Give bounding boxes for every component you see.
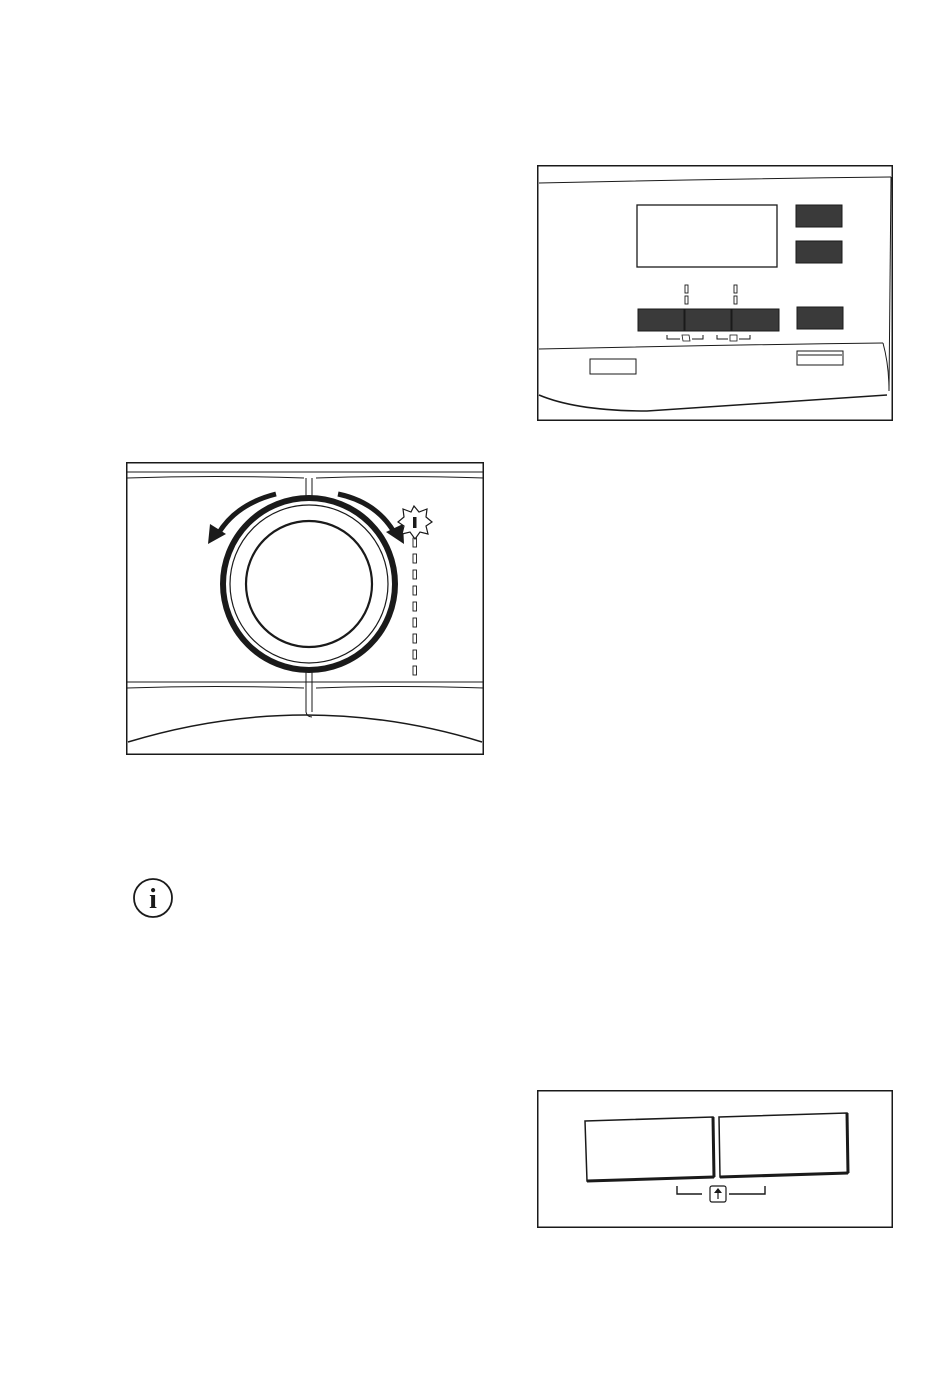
active-indicator-starburst-icon bbox=[398, 506, 432, 539]
panel-button-row-3[interactable] bbox=[732, 309, 779, 331]
right-button[interactable] bbox=[719, 1113, 848, 1177]
display-screen bbox=[637, 205, 777, 267]
program-indicator-lights bbox=[413, 538, 417, 675]
indicator-light-a-bottom bbox=[685, 296, 688, 304]
indicator-light bbox=[413, 618, 417, 627]
indicator-light-b-top bbox=[734, 285, 737, 293]
door-lock-buttons-figure bbox=[537, 1090, 893, 1228]
panel-button-bottom-right[interactable] bbox=[797, 307, 843, 329]
control-panel-drawing bbox=[537, 165, 893, 421]
panel-button-row-2[interactable] bbox=[685, 309, 731, 331]
panel-button-row-1[interactable] bbox=[638, 309, 684, 331]
panel-button-top-right[interactable] bbox=[796, 205, 842, 227]
left-button[interactable] bbox=[585, 1117, 714, 1181]
control-panel-figure bbox=[537, 165, 893, 421]
indicator-light bbox=[413, 554, 417, 563]
indicator-light bbox=[413, 650, 417, 659]
indicator-light bbox=[413, 570, 417, 579]
program-dial bbox=[223, 498, 395, 670]
info-icon bbox=[130, 875, 176, 921]
program-dial-figure bbox=[126, 462, 484, 755]
indicator-light bbox=[413, 666, 417, 675]
indicator-light bbox=[413, 634, 417, 643]
program-dial-drawing bbox=[126, 462, 484, 755]
info-glyph: i bbox=[149, 884, 157, 915]
panel-button-middle-right[interactable] bbox=[796, 241, 842, 263]
drawer-handle bbox=[590, 359, 636, 374]
indicator-light-b-bottom bbox=[734, 296, 737, 304]
indicator-light bbox=[413, 586, 417, 595]
door-lock-icon bbox=[710, 1186, 726, 1202]
door-lock-buttons-drawing bbox=[537, 1090, 893, 1228]
door-release-slot bbox=[797, 351, 843, 365]
indicator-light-a-top bbox=[685, 285, 688, 293]
indicator-light bbox=[413, 602, 417, 611]
